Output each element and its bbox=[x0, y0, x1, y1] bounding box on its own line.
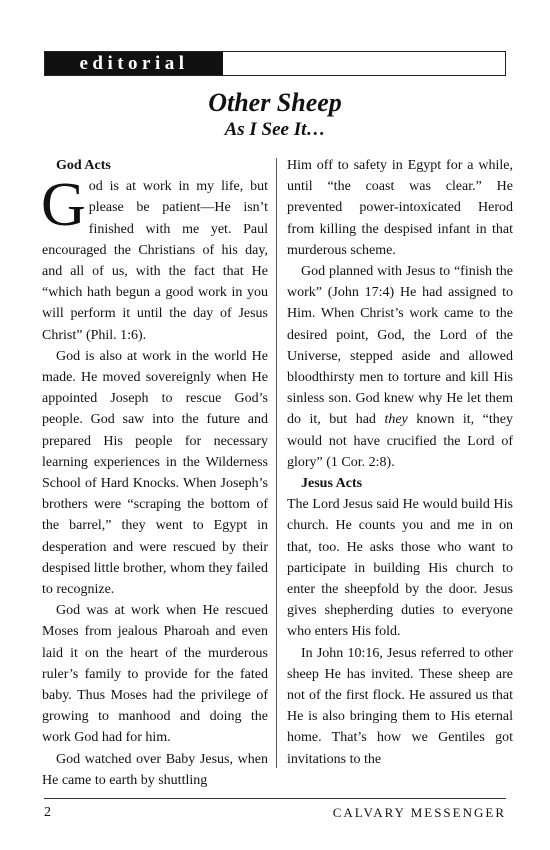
paragraph-3: God was at work when He rescued Moses from jealous Pharoah and even laid it on the heart of the murderous ruler’s family to provide for the fated baby. Thus Moses had the privilege of growing to manhood and doing the work God had for him. bbox=[42, 603, 268, 746]
article-subtitle: As I See It… bbox=[224, 119, 326, 140]
emphasis-they: they bbox=[384, 412, 408, 428]
paragraph-7: The Lord Jesus said He would build His church. He counts you and me in on that, too. He asks those who want to participate in building His church to enter the sheepfold by the door. Jesus gives shepherding duties to everyone who enters His fold. bbox=[287, 497, 513, 640]
paragraph-1 bbox=[41, 171, 268, 346]
running-head: CALVARY MESSENGER bbox=[332, 805, 506, 820]
paragraph-6-text: God planned with Jesus to “finish the work” (John 17:4) He had assigned to Him. When Christ’s work came to the desired point, God, the Lord of the Universe, stepped aside and allowed bloodthirsty men to torture and kill His sinless son. God knew why He let them do it, but had bbox=[287, 264, 513, 428]
paragraph-5: Him off to safety in Egypt for a while, until “the coast was clear.” He prevented power-intoxicated Herod from killing the despised infant in that murderous scheme. bbox=[287, 158, 513, 258]
paragraph-2: God is also at work in the world He made. He moved sovereignly when He appointed Joseph to rescue God’s people. God saw into the future and prepared His people for necessary learning experiences in the Wilderness School of Hard Knocks. When Joseph’s brothers were “scraping the bottom of the barrel,” they went to Egypt in desperation and were rescued by their despised little brother, whom they failed to recognize. bbox=[42, 348, 268, 598]
section-label: editorial bbox=[45, 52, 223, 75]
section-heading-jesus-acts: Jesus Acts bbox=[301, 476, 363, 492]
page-number: 2 bbox=[44, 805, 51, 820]
paragraph-8: In John 10:16, Jesus referred to other sheep He has invited. These sheep are not of the first flock. He assured us that He is also bringing them to His eternal home. That’s how we Gentiles got invitations to the bbox=[287, 645, 513, 767]
paragraph-6 bbox=[287, 261, 513, 473]
left-column bbox=[42, 155, 268, 791]
paragraph-1-text: od is at work in my life, but please be patient—He isn’t finished with me yet. Paul encouraged the Christians of his day, and all of us, with the fact that He “which hath begun a good work in you will perform it until the day of Jesus Christ” (Phil. 1:6). bbox=[42, 179, 268, 343]
section-heading-god-acts: God Acts bbox=[56, 158, 111, 173]
paragraph-4: God watched over Baby Jesus, when He came to earth by shuttling bbox=[42, 751, 268, 788]
column-divider bbox=[276, 158, 277, 768]
right-column bbox=[287, 155, 513, 770]
section-banner bbox=[44, 51, 506, 76]
paragraph-6-end: known it, “they would not have crucified the Lord of glory” (1 Cor. 2:8). bbox=[287, 412, 513, 470]
drop-cap: G bbox=[41, 171, 86, 240]
article-title: Other Sheep bbox=[208, 88, 342, 117]
footer-rule bbox=[44, 798, 506, 799]
